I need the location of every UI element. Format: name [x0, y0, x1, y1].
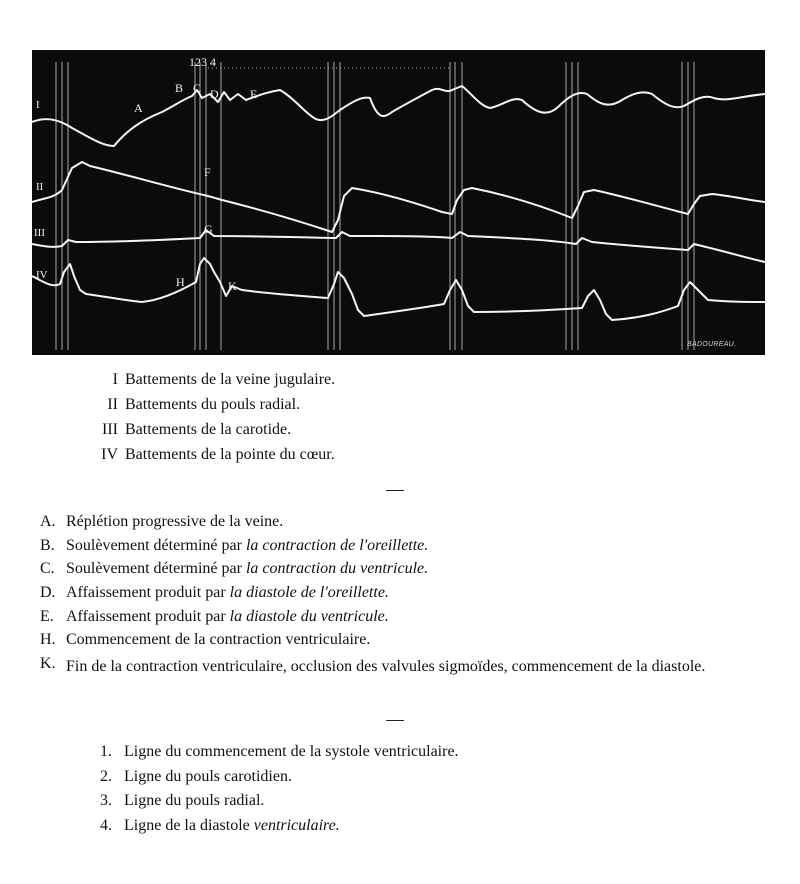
engraver-credit: BADOUREAU. — [687, 341, 737, 348]
letter-text — [66, 537, 428, 555]
line-text — [124, 768, 292, 786]
point-e: E — [250, 87, 258, 101]
row-label-ii: II — [36, 181, 44, 193]
timing-lines — [56, 62, 694, 350]
line-key: 1. — [100, 743, 112, 760]
legend-text: Battements du pouls radial. — [125, 396, 301, 413]
letter-plain: Soulèvement déterminé par — [66, 536, 246, 554]
point-k: K — [228, 279, 237, 293]
row-label-iii: III — [34, 227, 45, 239]
point-d: D — [210, 87, 219, 101]
polygraph-figure — [32, 50, 765, 355]
letter-key: E. — [40, 607, 54, 625]
letter-text — [66, 631, 370, 649]
letter-plain: Affaissement produit par — [66, 607, 230, 625]
line-key: 2. — [100, 767, 112, 785]
letter-plain: Commencement de la contraction ventriculaire. — [66, 631, 371, 649]
letter-item — [40, 560, 780, 584]
letter-legend — [40, 513, 780, 703]
letter-item — [40, 513, 780, 537]
row-label-i: I — [36, 99, 40, 111]
letter-item — [40, 537, 780, 561]
tracing-svg — [32, 50, 765, 355]
line-text — [124, 792, 264, 810]
letter-text — [66, 608, 389, 626]
letter-plain: Affaissement produit par — [66, 584, 230, 602]
legend-text: Battements de la carotide. — [125, 421, 292, 438]
point-g: G — [204, 222, 213, 236]
line-plain: Ligne du pouls carotidien. — [124, 767, 292, 785]
line-text — [124, 743, 459, 761]
line-numbers: 123 4 — [189, 55, 216, 69]
legend-text: Battements de la pointe du cœur. — [125, 446, 335, 463]
letter-key: D. — [40, 584, 56, 602]
letter-italic: la contraction du ventricule. — [245, 560, 429, 578]
letter-italic: la diastole de l'oreillette. — [229, 584, 389, 602]
point-h: H — [176, 275, 185, 289]
line-italic: ventriculaire. — [253, 816, 340, 834]
letter-plain: Soulèvement déterminé par — [66, 560, 246, 578]
legend-key: IV — [101, 446, 118, 463]
line-text — [124, 817, 340, 835]
letter-text — [66, 560, 428, 578]
line-plain: Ligne du pouls radial. — [124, 792, 265, 810]
legend-text: Battements de la veine jugulaire. — [125, 371, 336, 388]
letter-item — [40, 655, 780, 703]
letter-plain: Fin de la contraction ventriculaire, occlusion des valvules sigmoïdes, commencement de la diastole. — [66, 658, 706, 676]
separator-dash — [386, 490, 404, 491]
legend-key: I — [112, 371, 118, 388]
letter-text — [66, 655, 781, 679]
letter-key: A. — [40, 513, 56, 530]
letter-italic: la diastole du ventricule. — [229, 607, 389, 625]
trace-radial — [32, 162, 765, 232]
letter-item — [40, 608, 780, 632]
line-plain: Ligne du commencement de la systole ventriculaire. — [124, 743, 459, 760]
point-c: C — [193, 81, 202, 95]
separator-dash — [386, 720, 404, 721]
line-key: 3. — [100, 792, 112, 810]
trace-jugular — [32, 86, 765, 146]
letter-plain: Réplétion progressive de la veine. — [66, 513, 284, 530]
point-a: A — [134, 101, 143, 115]
line-key: 4. — [100, 816, 112, 834]
trace-apex — [32, 258, 765, 320]
line-plain: Ligne de la diastole — [124, 816, 254, 834]
point-b: B — [175, 81, 184, 95]
letter-key: H. — [40, 631, 56, 649]
letter-text — [66, 513, 283, 531]
row-label-iv: IV — [36, 269, 48, 281]
letter-item — [40, 584, 780, 608]
legend-key: III — [102, 421, 118, 438]
legend-key: II — [107, 396, 118, 413]
letter-key: K. — [40, 655, 56, 673]
point-f: F — [204, 165, 211, 179]
letter-key: B. — [40, 536, 55, 554]
letter-item — [40, 631, 780, 655]
letter-key: C. — [40, 560, 55, 578]
letter-text — [66, 584, 389, 602]
letter-italic: la contraction de l'oreillette. — [245, 536, 429, 554]
trace-carotid — [32, 230, 765, 262]
